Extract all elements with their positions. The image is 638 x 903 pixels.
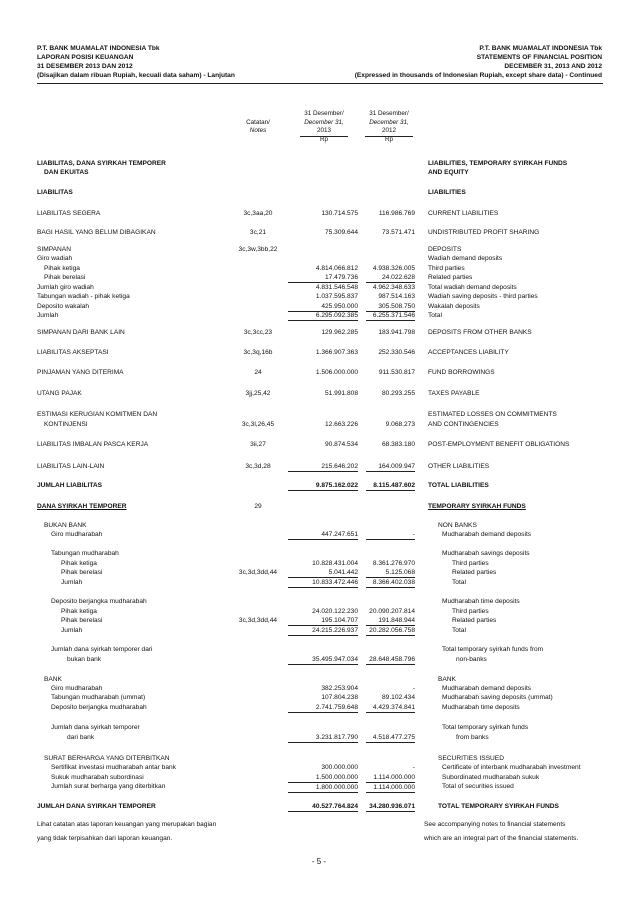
report-title-id: LAPORAN POSISI KEUANGAN (37, 54, 134, 61)
value-2013: 17.479.736 (288, 273, 358, 283)
statement-row (0, 754, 638, 763)
value-2013: 35.495.947.034 (288, 655, 358, 665)
statement-row (0, 626, 638, 635)
value-2013: 3.231.817.790 (288, 733, 358, 743)
value-2013: 24.215.226.937 (288, 626, 358, 636)
statement-row (0, 763, 638, 772)
label-id: LIABILITAS, DANA SYIRKAH TEMPORER (37, 160, 166, 167)
value-2012: 8.366.402.038 (366, 578, 415, 588)
label-en: LIABILITIES, TEMPORARY SYIRKAH FUNDS (428, 160, 568, 167)
statement-row (0, 368, 638, 377)
label-en: Certificate of interbank mudharabah investment (442, 764, 581, 771)
value-2013: 107.804.238 (321, 694, 358, 701)
label-en: Total wadiah demand deposits (428, 284, 517, 291)
label-en: Total (452, 579, 466, 586)
statement-row (0, 607, 638, 616)
statement-row (0, 389, 638, 398)
statement-row (0, 209, 638, 218)
label-en: OTHER LIABILITIES (428, 463, 490, 470)
note-ref: 3c,3d,3dd,44 (238, 569, 278, 576)
statement-row (0, 645, 638, 654)
value-2013: 12.663.226 (324, 421, 358, 428)
value-2013: 5.041.442 (288, 568, 358, 578)
value-2013: 2.741.759.648 (288, 703, 358, 713)
label-en: DEPOSITS FROM OTHER BANKS (428, 329, 532, 336)
value-2012: 6.255.371.546 (366, 311, 415, 321)
label-en: Mudharabah demand deposits (442, 685, 532, 692)
value-2013: 9.875.162.022 (288, 481, 358, 491)
label-id: Pihak ketiga (61, 608, 97, 615)
statement-row (0, 264, 638, 273)
label-en: Third parties (428, 265, 465, 272)
label-id: BAGI HASIL YANG BELUM DIBAGIKAN (37, 229, 156, 236)
statement-row (0, 420, 638, 429)
value-2013: 90.874.534 (324, 441, 358, 448)
label-en: TAXES PAYABLE (428, 390, 480, 397)
note-ref: 24 (254, 369, 262, 376)
label-en: non-banks (456, 656, 487, 663)
value-2013: 4.831.546.548 (315, 284, 358, 291)
note-ref: 3c,3q,16b (243, 349, 273, 356)
value-2013: 447.247.651 (288, 530, 358, 540)
statement-row (0, 578, 638, 587)
report-title-en: STATEMENTS OF FINANCIAL POSITION (476, 54, 602, 61)
statement-row (0, 773, 638, 782)
label-id: Deposito berjangka mudharabah (51, 704, 147, 711)
report-date-en: DECEMBER 31, 2013 AND 2012 (504, 63, 602, 70)
statement-row (0, 254, 638, 263)
value-2013: 10.828.431.004 (312, 560, 358, 567)
value-2013: 382.253.904 (321, 685, 358, 692)
value-2012: 911.530.817 (378, 369, 415, 376)
label-en: TOTAL LIABILITIES (428, 482, 489, 489)
label-id: KONTINJENSI (44, 421, 88, 428)
value-2012: 1.114.000.000 (373, 774, 415, 781)
company-name-en: P.T. BANK MUAMALAT INDONESIA Tbk (479, 45, 602, 52)
statement-row (0, 568, 638, 577)
value-2013: 4.814.066.812 (315, 265, 358, 272)
report-note-id: (Disajikan dalam ribuan Rupiah, kecuali data saham) - Lanjutan (37, 72, 235, 79)
label-en: Related parties (452, 569, 497, 576)
statement-row (0, 292, 638, 301)
statement-row (0, 168, 638, 177)
statement-row (0, 462, 638, 471)
value-2012: 164.009.947 (366, 462, 415, 472)
value-2013: 130.714.575 (321, 210, 358, 217)
statement-row (0, 703, 638, 712)
value-2013: 51.991.808 (324, 390, 358, 397)
value-2012: - (412, 685, 415, 692)
label-id: Tabungan wadiah - pihak ketiga (37, 293, 130, 300)
statement-row (0, 802, 638, 811)
value-2012: 4.938.326.005 (372, 265, 415, 272)
note-ref: 29 (254, 503, 262, 510)
label-id: Jumlah surat berharga yang diterbitkan (51, 783, 166, 790)
label-id: Pihak ketiga (44, 265, 80, 272)
value-2012: 1.114.000.000 (366, 782, 415, 793)
label-id: PINJAMAN YANG DITERIMA (37, 369, 124, 376)
label-id: LIABILITAS AKSEPTASI (37, 349, 109, 356)
value-2013: 129.962.285 (321, 329, 358, 336)
value-2012: 20.090.207.814 (369, 608, 415, 615)
label-id: Giro mudharabah (51, 685, 103, 692)
statement-row (0, 549, 638, 558)
report-date-id: 31 DESEMBER 2013 DAN 2012 (37, 63, 133, 70)
note-ref: 3c,3d,3dd,44 (238, 617, 278, 624)
label-id: Pihak ketiga (61, 560, 97, 567)
value-2012: 9.068.273 (385, 421, 415, 428)
label-id: DANA SYIRKAH TEMPORER (37, 503, 127, 510)
label-en: LIABILITIES (428, 189, 466, 196)
label-en: ESTIMATED LOSSES ON COMMITMENTS (428, 411, 557, 418)
label-id: LIABILITAS (37, 189, 73, 196)
value-2012: 987.514.163 (378, 293, 415, 300)
label-id: ESTIMASI KERUGIAN KOMITMEN DAN (37, 411, 158, 418)
label-en: Wakalah deposits (428, 303, 480, 310)
label-en: Wadiah demand deposits (428, 255, 503, 262)
statement-row (0, 733, 638, 742)
label-en: CURRENT LIABILITIES (428, 210, 499, 217)
statement-row (0, 559, 638, 568)
statement-row (0, 655, 638, 664)
label-en: Mudharabah saving deposits (ummat) (442, 694, 553, 701)
statement-row (0, 273, 638, 282)
label-en: BANK (438, 676, 456, 683)
label-en: Subordinated mudharabah sukuk (442, 774, 540, 781)
label-id: Jumlah (37, 312, 59, 319)
footer-note-id-2: yang tidak terpisahkan dari laporan keuangan. (37, 835, 173, 842)
statement-row (0, 328, 638, 337)
note-ref: 3c,3l,26,45 (241, 421, 275, 428)
footer-note-en-1: See accompanying notes to financial statements (424, 821, 566, 828)
label-en: TOTAL TEMPORARY SYIRKAH FUNDS (438, 803, 559, 810)
statement-row (0, 188, 638, 197)
label-en: FUND BORROWINGS (428, 369, 495, 376)
value-2012: - (412, 764, 415, 771)
label-en: Third parties (452, 560, 489, 567)
label-en: Total temporary syirkah funds from (442, 646, 544, 653)
label-id: JUMLAH LIABILITAS (37, 482, 103, 489)
value-2013: 1.800.000.000 (288, 782, 358, 793)
statement-row (0, 521, 638, 530)
value-2012: 20.282.056.758 (366, 626, 415, 636)
statement-row (0, 410, 638, 419)
label-id: Jumlah giro wadiah (37, 284, 94, 291)
statement-row (0, 481, 638, 490)
statement-row (0, 302, 638, 311)
label-id: Pihak berelasi (44, 274, 86, 281)
label-en: UNDISTRIBUTED PROFIT SHARING (428, 229, 540, 236)
label-id: Jumlah dana syirkah temporer dari (51, 646, 153, 653)
label-id: dari bank (67, 734, 95, 741)
label-en: AND EQUITY (428, 169, 469, 176)
label-en: ACCEPTANCES LIABILITY (428, 349, 509, 356)
value-2012: 89.102.434 (381, 694, 415, 701)
value-2012: 28.648.458.796 (366, 655, 415, 665)
value-2012: 191.848.944 (366, 616, 415, 626)
label-id: Jumlah (61, 627, 83, 634)
label-id: SIMPANAN DARI BANK LAIN (37, 329, 125, 336)
value-2013: 1.366.907.363 (315, 349, 358, 356)
statement-row (0, 502, 638, 511)
statement-row (0, 616, 638, 625)
label-id: LIABILITAS IMBALAN PASCA KERJA (37, 441, 149, 448)
label-id: Deposito berjangka mudharabah (51, 598, 147, 605)
value-2012: 4.429.374.841 (366, 703, 415, 713)
label-en: SECURITIES ISSUED (438, 755, 504, 762)
label-en: Mudharabah time deposits (442, 598, 520, 605)
label-en: Total temporary syirkah funds (442, 724, 529, 731)
value-2013: 75.309.644 (324, 229, 358, 236)
label-id: Deposito wakalah (37, 303, 90, 310)
statement-row (0, 440, 638, 449)
value-2013: 215.646.202 (288, 462, 358, 472)
label-id: BUKAN BANK (44, 522, 87, 529)
value-2013: 425.950.000 (288, 302, 358, 312)
label-id: SIMPANAN (37, 246, 71, 253)
statement-row (0, 684, 638, 693)
header-divider (37, 83, 603, 84)
label-en: Mudharabah savings deposits (442, 550, 530, 557)
value-2012: 68.383.180 (381, 441, 415, 448)
value-2012: 34.280.936.071 (366, 802, 415, 812)
label-en: Total (452, 627, 466, 634)
label-id: Giro mudharabah (51, 531, 103, 538)
statement-row (0, 723, 638, 732)
note-ref: 3c,3d,28 (245, 463, 271, 470)
value-2013: 300.000.000 (321, 764, 358, 771)
label-id: JUMLAH DANA SYIRKAH TEMPORER (37, 803, 156, 810)
statement-row (0, 782, 638, 791)
value-2012: 8.115.487.602 (366, 481, 415, 491)
value-2012: 24.022.628 (366, 273, 415, 283)
label-en: DEPOSITS (428, 246, 462, 253)
value-2012: 116.986.769 (378, 210, 415, 217)
value-2012: 4.962.348.633 (372, 284, 415, 291)
label-en: Total of securities issued (442, 783, 514, 790)
statement-row (0, 597, 638, 606)
label-en: from banks (456, 734, 489, 741)
label-en: Mudharabah time deposits (442, 704, 520, 711)
value-2012: 5.125.068 (366, 568, 415, 578)
label-en: AND CONTINGENCIES (428, 421, 499, 428)
label-en: Related parties (428, 274, 473, 281)
statement-row (0, 530, 638, 539)
label-en: Third parties (452, 608, 489, 615)
value-2013: 195.104.707 (288, 616, 358, 626)
label-id: Tabungan mudharabah (ummat) (51, 694, 146, 701)
report-note-en: (Expressed in thousands of Indonesian Rupiah, except share data) - Continued (354, 72, 602, 79)
label-id: UTANG PAJAK (37, 390, 82, 397)
label-id: Sertifikat investasi mudharabah antar bank (51, 764, 176, 771)
value-2013: 1.506.000.000 (315, 369, 358, 376)
label-en: Wadiah saving deposits - third parties (428, 293, 538, 300)
value-2013: 1.500.000.000 (315, 774, 358, 781)
note-ref: 3c,3cc,23 (243, 329, 273, 336)
value-2013: 1.037.595.837 (315, 293, 358, 300)
note-ref: 3ii,27 (250, 441, 266, 448)
value-2013: 24.020.122.230 (312, 608, 358, 615)
value-2013: 10.833.472.446 (288, 578, 358, 588)
label-id: Pihak berelasi (61, 569, 103, 576)
note-ref: 3c,21 (249, 229, 267, 236)
label-en: TEMPORARY SYIRKAH FUNDS (428, 503, 526, 510)
note-ref: 3c,3w,3bb,22 (238, 246, 278, 253)
label-id: BANK (44, 676, 62, 683)
statement-row (0, 348, 638, 357)
label-en: NON BANKS (438, 522, 477, 529)
label-id: Sukuk mudharabah subordinasi (51, 774, 144, 781)
label-id: bukan bank (67, 656, 102, 663)
label-id: Jumlah (61, 579, 83, 586)
label-id: SURAT BERHARGA YANG DITERBITKAN (44, 755, 170, 762)
statement-row (0, 283, 638, 292)
statement-row (0, 693, 638, 702)
label-id: Jumlah dana syirkah temporer (51, 724, 140, 731)
statement-row (0, 228, 638, 237)
note-ref: 3jj,25,42 (245, 390, 271, 397)
note-ref: 3c,3aa,20 (243, 210, 273, 217)
value-2012: 80.293.255 (381, 390, 415, 397)
page-number: - 5 - (311, 857, 327, 866)
statement-row (0, 159, 638, 168)
value-2012: 4.518.477.275 (366, 733, 415, 743)
label-id: LIABILITAS SEGERA (37, 210, 101, 217)
statement-row (0, 311, 638, 320)
value-2012: 183.941.798 (378, 329, 415, 336)
value-2013: 6.295.092.385 (288, 311, 358, 321)
footer-note-en-2: which are an integral part of the financial statements. (424, 835, 579, 842)
label-en: Related parties (452, 617, 497, 624)
value-2012: 252.330.546 (378, 349, 415, 356)
label-id: Tabungan mudharabah (51, 550, 119, 557)
value-2012: - (366, 530, 415, 540)
value-2012: 73.571.471 (381, 229, 415, 236)
footer-note-id-1: Lihat catatan atas laporan keuangan yang merupakan bagian (37, 821, 217, 828)
value-2012: 305.508.750 (366, 302, 415, 312)
statement-row (0, 675, 638, 684)
label-en: Mudharabah demand deposits (442, 531, 532, 538)
label-en: Total (428, 312, 442, 319)
label-id: Giro wadiah (37, 255, 73, 262)
label-id: DAN EKUITAS (44, 169, 89, 176)
label-id: LIABILITAS LAIN-LAIN (37, 463, 105, 470)
company-name-id: P.T. BANK MUAMALAT INDONESIA Tbk (37, 45, 160, 52)
label-en: POST-EMPLOYMENT BENEFIT OBLIGATIONS (428, 441, 570, 448)
value-2012: 8.361.276.970 (372, 560, 415, 567)
label-id: Pihak berelasi (61, 617, 103, 624)
value-2013: 40.527.764.824 (288, 802, 358, 812)
statement-row (0, 245, 638, 254)
